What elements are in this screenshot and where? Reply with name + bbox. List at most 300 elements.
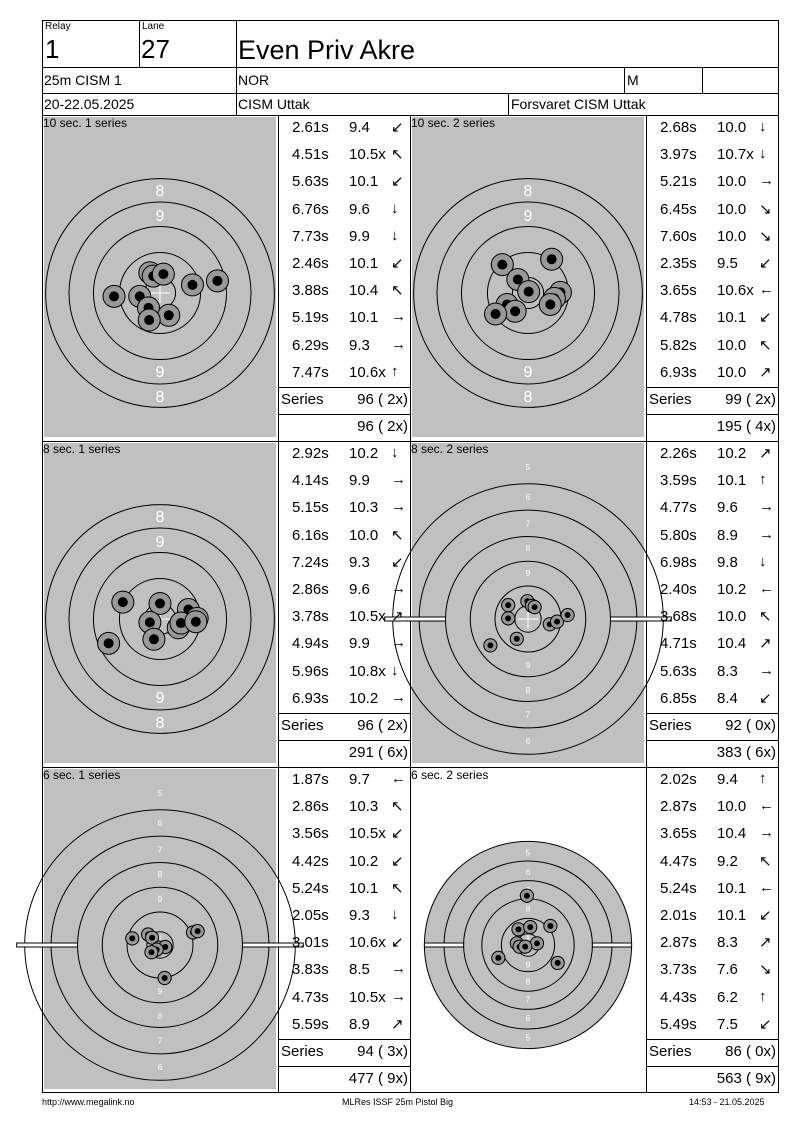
shot-direction-icon: ← [759,878,774,896]
shot-time: 2.05s [292,907,329,924]
shot-row [292,472,412,492]
shot-direction-icon: ← [391,770,406,787]
shot-direction-icon: → [391,498,406,516]
shot-time: 6.93s [660,363,697,381]
shot-row [292,1016,412,1036]
ring-number: 8 [155,388,165,406]
ring-number: 9 [155,208,165,225]
ring-number: 6 [525,492,531,502]
shot-score: 9.9 [349,635,370,653]
shot-direction-icon: → [391,471,406,489]
footer-printed: 14:53 - 21.05.2025 [689,1097,765,1107]
shot-direction-icon: → [759,824,774,842]
shot-score: 10.5x [349,988,386,1006]
ring-number: 6 [157,818,163,828]
shot-hole-center [555,960,561,966]
shot-time: 4.43s [660,988,697,1006]
shot-direction-icon: ↓ [391,906,399,923]
shot-row [660,608,780,628]
shot-time: 2.86s [292,581,329,598]
shot-time: 2.87s [660,798,697,816]
shot-score: 9.2 [717,852,738,870]
shot-row [660,337,780,357]
sum-divider [646,713,778,714]
shot-score: 7.5 [717,1015,738,1033]
running-total: 96 ( 2x) [357,418,408,435]
shot-hole-center [565,612,571,618]
header-divider [139,20,140,67]
shot-row [660,282,780,302]
shot-direction-icon: → [759,661,774,679]
ring-number: 8 [155,183,165,201]
shot-time: 2.68s [660,119,697,136]
series-label: Series [649,391,692,408]
shot-time: 6.98s [660,553,697,571]
series-total: 92 ( 0x) [725,717,776,734]
shot-row [292,635,412,655]
shot-hole-center [522,944,528,950]
header-divider [624,67,625,93]
shot-row [660,880,780,900]
nation: NOR [238,72,270,88]
shot-row [292,173,412,193]
shot-row [292,309,412,329]
shot-hole-center [534,940,540,946]
shot-row [292,663,412,683]
shot-hole-center [145,617,155,627]
shot-direction-icon: → [391,335,406,353]
ring-number: 9 [525,960,531,970]
shot-direction-icon: ↖ [391,146,404,164]
shot-row [292,499,412,519]
shot-row [292,798,412,818]
shot-time: 4.42s [292,852,329,870]
shot-row [660,635,780,655]
shot-row [660,173,780,193]
shot-time: 6.85s [660,689,697,707]
shot-hole-center [144,315,154,325]
shot-hole-center [514,636,520,642]
ring-number: 6 [157,1063,163,1073]
shot-score: 6.2 [717,988,738,1006]
shot-row [660,853,780,873]
shot-direction-icon: ↗ [759,934,772,952]
shot-score: 10.0 [717,336,747,354]
shot-score: 10.1 [717,472,747,490]
shot-time: 5.19s [292,309,329,327]
shot-score: 10.3 [349,499,379,517]
shot-direction-icon: ↙ [391,173,404,191]
running-total: 291 ( 6x) [348,744,408,761]
shot-time: 4.77s [660,499,697,517]
shot-score: 10.0 [717,119,747,136]
ring-number: 7 [525,995,531,1005]
shot-direction-icon: ↑ [759,471,767,489]
shot-direction-icon: → [391,634,406,652]
shot-hole-center [155,598,165,608]
shot-direction-icon: ↘ [759,961,772,979]
shot-row [292,961,412,981]
shot-row [660,499,780,519]
shot-score: 10.4 [717,635,747,653]
shot-direction-icon: ↗ [759,635,772,653]
ring-number: 8 [525,544,531,554]
shot-time: 3.59s [660,472,697,490]
shot-time: 2.86s [292,798,329,816]
ring-number: 9 [525,568,531,578]
shot-row [660,1016,780,1036]
shot-direction-icon: ↗ [759,363,772,381]
shot-direction-icon: ← [759,580,774,597]
shot-score: 10.2 [717,445,747,462]
shot-score: 10.2 [349,852,379,870]
lane-number: 27 [141,34,170,64]
shot-direction-icon: ↖ [391,879,404,897]
shot-direction-icon: ↙ [759,689,772,707]
shot-time: 4.47s [660,852,697,870]
series-label: Series [281,717,324,734]
shot-score: 10.1 [349,309,379,327]
ring-number: 8 [157,1011,163,1021]
shot-score: 10.3 [349,798,379,816]
ring-number: 7 [525,519,531,529]
shot-row [292,337,412,357]
shot-score: 10.7x [717,146,754,164]
shot-row [660,771,780,791]
lane-label: Lane [142,21,165,32]
series-title: 8 sec. 1 series [43,442,121,456]
shot-score: 9.6 [717,499,738,517]
shot-row [292,445,412,465]
shot-direction-icon: → [391,688,406,706]
shot-score: 10.8x [349,662,386,680]
shot-row [292,282,412,302]
ring-number: 9 [155,534,165,551]
shot-direction-icon: → [391,987,406,1005]
sum-divider [646,414,778,415]
shot-direction-icon: ↙ [391,553,404,571]
ring-number: 5 [525,848,531,858]
shot-hole-center [547,254,557,264]
aiming-bar [592,943,631,947]
ring-number: 9 [155,690,165,707]
shot-score: 9.3 [349,336,370,354]
shot-score: 9.4 [717,771,738,788]
footer-website[interactable]: http://www.megalink.no [42,1097,135,1107]
shot-time: 5.63s [660,662,697,680]
shot-hole-center [195,928,201,934]
shot-score: 10.0 [717,173,747,191]
shot-score: 10.5x [349,146,386,164]
shot-row [660,527,780,547]
ring-number: 6 [525,737,531,747]
shot-time: 5.24s [660,879,697,897]
shot-hole-center [515,926,521,932]
footer-software: MLRes ISSF 25m Pistol Big [342,1097,454,1107]
shot-hole-center [158,269,168,279]
shot-time: 6.45s [660,200,697,218]
shot-time: 5.63s [292,173,329,191]
shot-row [292,989,412,1009]
shot-time: 3.97s [660,146,697,164]
shot-score: 9.5 [717,255,738,272]
shot-time: 3.88s [292,282,329,300]
shot-time: 3.83s [292,961,329,979]
ring-number: 7 [157,1036,163,1046]
aiming-bar [17,943,78,947]
shot-direction-icon: ↓ [391,199,399,217]
ring-number: 5 [157,789,163,799]
series-total: 86 ( 0x) [725,1043,776,1060]
shot-score: 10.0 [717,227,747,245]
shot-time: 4.73s [292,988,329,1006]
ring-number: 6 [525,1013,531,1023]
shot-score: 7.6 [717,961,738,979]
shot-direction-icon: ↓ [391,661,399,679]
shot-score: 10.0 [717,363,747,381]
shot-direction-icon: ↗ [759,445,772,462]
shot-row [660,663,780,683]
shot-time: 3.68s [660,608,697,626]
shot-time: 4.51s [292,146,329,164]
sum-divider [278,1039,410,1040]
shot-score: 10.6x [349,934,386,952]
shot-direction-icon: ↓ [759,118,767,135]
shot-time: 2.01s [660,907,697,924]
shot-hole-center [129,935,135,941]
shot-direction-icon: → [391,580,406,597]
shot-row [292,934,412,954]
ring-number: 7 [525,710,531,720]
shot-direction-icon: ↙ [759,255,772,272]
shot-row [292,853,412,873]
shot-hole-center [212,276,222,286]
athlete-name: Even Priv Akre [238,35,416,65]
ring-number: 8 [525,904,531,914]
shot-score: 10.1 [349,255,379,272]
shot-row [660,690,780,710]
shot-direction-icon: ↘ [759,227,772,245]
shot-time: 6.93s [292,689,329,707]
shot-row [660,554,780,574]
shot-hole-center [547,923,553,929]
shot-score: 9.6 [349,200,370,218]
shot-hole-center [148,949,154,955]
shot-row [660,825,780,845]
running-total: 563 ( 9x) [716,1070,776,1087]
series-total: 99 ( 2x) [725,391,776,408]
shot-direction-icon: ↙ [759,309,772,327]
ring-number: 7 [157,845,163,855]
shot-direction-icon: ↙ [759,1015,772,1033]
shot-row [660,119,780,139]
shot-time: 4.14s [292,472,329,490]
shot-row [292,907,412,927]
target-1 [42,115,278,441]
shot-direction-icon: ↑ [759,987,767,1005]
shot-hole-center [554,619,560,625]
shot-score: 10.2 [349,689,379,707]
shot-time: 3.65s [660,282,697,300]
shot-time: 6.16s [292,526,329,544]
shot-time: 2.26s [660,445,697,462]
shot-row [660,445,780,465]
shot-time: 5.80s [660,526,697,544]
shot-score: 8.9 [717,526,738,544]
series-divider [646,115,647,1093]
shot-row [292,771,412,791]
target-6 [410,767,646,1093]
sum-divider [278,1066,410,1067]
shot-hole-center [524,893,530,899]
shot-score: 10.6x [717,282,754,300]
shot-score: 8.3 [717,662,738,680]
competition-name: 25m CISM 1 [44,72,122,88]
shot-time: 2.46s [292,255,329,272]
series-label: Series [281,1043,324,1060]
shot-direction-icon: ↑ [759,770,767,787]
sum-divider [646,740,778,741]
shot-direction-icon: ↙ [391,934,404,952]
shot-direction-icon: ↘ [759,200,772,218]
shot-direction-icon: ↖ [759,336,772,354]
shot-hole-center [505,615,511,621]
ring-number: 5 [525,463,531,473]
ring-number: 8 [155,509,165,527]
shot-direction-icon: ↓ [391,444,399,461]
shot-hole-center [495,955,501,961]
shot-score: 10.4 [717,825,747,843]
shot-hole-center [510,306,520,316]
shot-score: 8.4 [717,689,738,707]
gender: M [627,72,639,88]
shot-direction-icon: ↙ [759,907,772,924]
shot-direction-icon: ↙ [391,852,404,870]
shot-direction-icon: → [759,498,774,516]
shot-hole-center [187,280,197,290]
series-title: 10 sec. 1 series [43,116,128,130]
shot-time: 6.29s [292,336,329,354]
sum-divider [278,740,410,741]
shot-time: 5.15s [292,499,329,517]
aiming-bar [424,943,463,947]
running-total: 383 ( 6x) [716,744,776,761]
relay-label: Relay [45,21,71,32]
shot-score: 10.0 [717,798,747,816]
shot-score: 9.4 [349,119,370,136]
shot-row [292,880,412,900]
shot-row [292,608,412,628]
shot-row [660,255,780,275]
shot-direction-icon: ↑ [391,362,399,380]
series-title: 10 sec. 2 series [411,116,496,130]
shot-row [660,228,780,248]
shot-time: 4.94s [292,635,329,653]
running-total: 195 ( 4x) [716,418,776,435]
series-total: 96 ( 2x) [357,391,408,408]
shot-direction-icon: ↙ [391,825,404,843]
shot-direction-icon: → [391,960,406,978]
shot-hole-center [109,291,119,301]
shot-score: 9.7 [349,771,370,788]
shot-time: 7.47s [292,363,329,381]
sum-divider [646,387,778,388]
series-total: 94 ( 3x) [357,1043,408,1060]
shot-time: 4.71s [660,635,697,653]
shot-hole-center [497,260,507,270]
shot-direction-icon: ↓ [759,145,767,163]
shot-direction-icon: ↓ [391,226,399,244]
shot-hole-center [104,638,114,648]
shot-score: 10.6x [349,363,386,381]
shot-row [292,228,412,248]
shot-hole-center [505,602,511,608]
shot-direction-icon: ↓ [759,552,767,570]
shot-time: 4.78s [660,309,697,327]
shot-score: 10.1 [349,173,379,191]
ring-number: 8 [157,870,163,880]
series-title: 8 sec. 2 series [411,442,489,456]
shot-direction-icon: ← [759,281,774,299]
ring-number: 5 [157,1092,163,1102]
shot-time: 2.35s [660,255,697,272]
ring-number: 8 [523,388,533,406]
shot-row [660,907,780,927]
ring-number: 8 [525,685,531,695]
shot-hole-center [487,642,493,648]
shot-time: 5.82s [660,336,697,354]
ring-number: 9 [523,208,533,225]
shot-time: 5.96s [292,662,329,680]
shot-direction-icon: ↖ [391,282,404,300]
series-label: Series [649,717,692,734]
shot-score: 9.6 [349,581,370,598]
shot-score: 9.9 [349,472,370,490]
ring-number: 9 [525,661,531,671]
shot-hole-center [118,597,128,607]
shot-score: 10.1 [717,907,747,924]
shot-row [660,364,780,384]
shot-time: 3.73s [660,961,697,979]
series-title: 6 sec. 2 series [411,768,489,782]
ring-number: 8 [525,977,531,987]
ring-number: 6 [525,868,531,878]
header-divider [42,93,779,94]
shot-direction-icon: ↖ [759,852,772,870]
shot-score: 8.9 [349,1015,370,1033]
shot-row [292,255,412,275]
sum-divider [646,1039,778,1040]
shot-time: 5.49s [660,1015,697,1033]
shot-hole-center [149,634,159,644]
shot-time: 2.61s [292,119,329,136]
series-label: Series [281,391,324,408]
shot-time: 7.60s [660,227,697,245]
shot-score: 10.0 [717,200,747,218]
shot-row [660,989,780,1009]
shot-direction-icon: → [391,308,406,326]
series-title: 6 sec. 1 series [43,768,121,782]
series-label: Series [649,1043,692,1060]
shot-row [660,581,780,601]
shot-row [292,825,412,845]
header-divider [508,93,509,115]
sum-divider [646,1066,778,1067]
shot-direction-icon: ↙ [391,119,404,136]
shot-time: 5.24s [292,879,329,897]
series-total: 96 ( 2x) [357,717,408,734]
shot-row [660,309,780,329]
